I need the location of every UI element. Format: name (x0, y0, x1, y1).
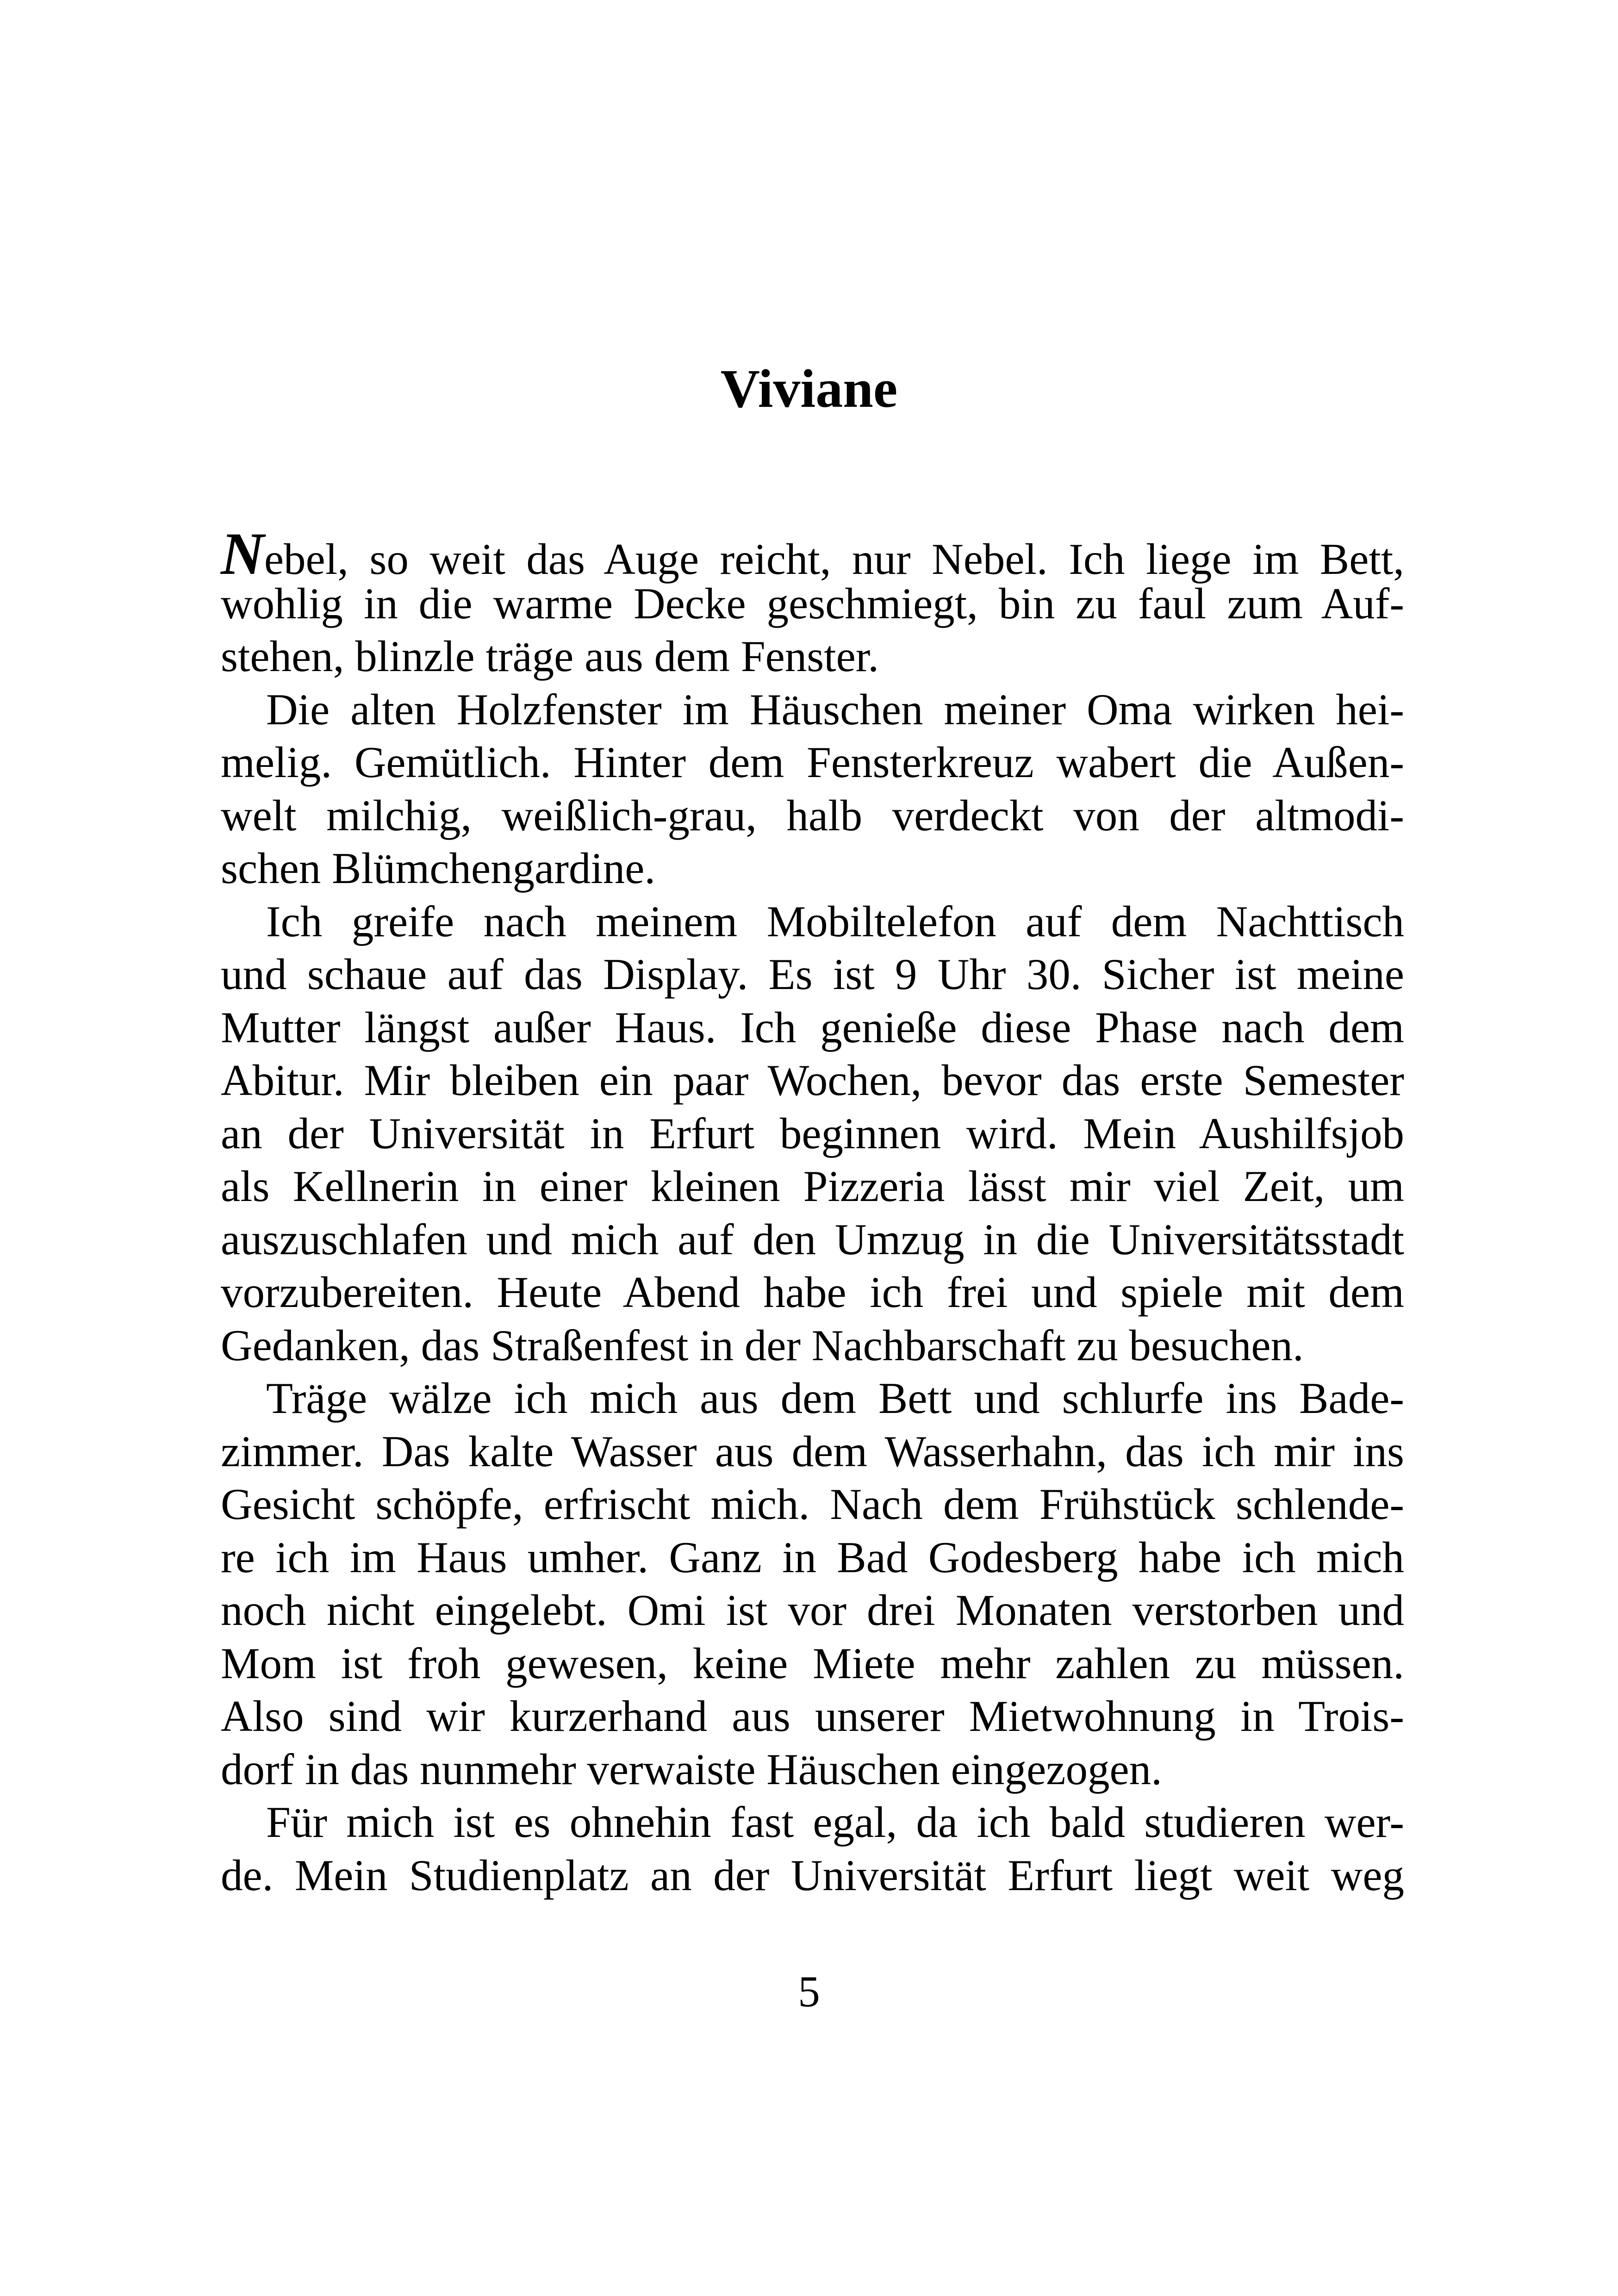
text-line (221, 895, 1404, 948)
text-line-content: Mom ist froh gewesen, keine Miete mehr zahlen zu müssen. (221, 1638, 1404, 1688)
text-line-content: Träge wälze ich mich aus dem Bett und schlurfe ins Bade- (266, 1374, 1404, 1423)
chapter-title: Viviane (720, 358, 898, 419)
text-line-content: Gesicht schöpfe, erfrischt mich. Nach dem Frühstück schlende- (221, 1480, 1404, 1529)
text-line-content: Mutter längst außer Haus. Ich genieße diese Phase nach dem (221, 1002, 1404, 1052)
text-line-content: an der Universität in Erfurt beginnen wird. Mein Aushilfsjob (221, 1108, 1404, 1158)
drop-initial: N (221, 521, 264, 587)
text-line-content: stehen, blinzle träge aus dem Fenster. (221, 632, 879, 681)
text-line (221, 948, 1404, 1001)
text-line-content: auszuschlafen und mich auf den Umzug in die Universitätsstadt (221, 1214, 1404, 1264)
text-line (221, 1160, 1404, 1213)
text-line (221, 842, 1404, 895)
paragraph (221, 683, 1404, 895)
text-line-content: Gedanken, das Straßenfest in der Nachbarschaft zu besuchen. (221, 1320, 1304, 1370)
paragraph (221, 1796, 1404, 1902)
text-line-content: re ich im Haus umher. Ganz in Bad Godesberg habe ich mich (221, 1532, 1404, 1582)
text-line-content: Abitur. Mir bleiben ein paar Wochen, bevor das erste Semester (221, 1056, 1404, 1105)
text-line (221, 1743, 1404, 1796)
text-line (221, 736, 1404, 789)
text-line (221, 1319, 1404, 1372)
text-line (221, 1054, 1404, 1107)
text-line-content: als Kellnerin in einer kleinen Pizzeria lässt mir viel Zeit, um (221, 1162, 1404, 1211)
text-line (221, 789, 1404, 842)
text-line-content: dorf in das nunmehr verwaiste Häuschen eingezogen. (221, 1744, 1162, 1794)
text-line (221, 1478, 1404, 1531)
paragraph (221, 1372, 1404, 1796)
page-number: 5 (798, 1967, 820, 2016)
text-line (221, 1584, 1404, 1637)
text-line-content: Ich greife nach meinem Mobiltelefon auf dem Nachttisch (266, 896, 1404, 946)
text-line-content: noch nicht eingelebt. Omi ist vor drei Monaten verstorben und (221, 1586, 1404, 1635)
text-line (221, 1107, 1404, 1160)
text-line-content: melig. Gemütlich. Hinter dem Fensterkreuz wabert die Außen- (221, 738, 1404, 787)
text-line (221, 1637, 1404, 1690)
text-line (221, 521, 1404, 587)
text-line-content: welt milchig, weißlich-grau, halb verdeckt von der altmodi- (221, 790, 1404, 840)
text-line-content: schen Blümchengardine. (221, 844, 656, 893)
text-line-content: Die alten Holzfenster im Häuschen meiner Oma wirken hei- (266, 684, 1404, 734)
text-line (221, 577, 1404, 630)
paragraph (221, 895, 1404, 1372)
text-line (221, 1266, 1404, 1319)
text-line-content: de. Mein Studienplatz an der Universität Erfurt liegt weit weg (221, 1850, 1404, 1900)
text-line (221, 1425, 1404, 1478)
text-line (221, 630, 1404, 683)
text-line-content: und schaue auf das Display. Es ist 9 Uhr 30. Sicher ist meine (221, 950, 1404, 999)
text-line-content: ebel, so weit das Auge reicht, nur Nebel. Ich liege im Bett, (264, 535, 1404, 584)
text-line (221, 1531, 1404, 1584)
text-line (221, 683, 1404, 736)
text-line-content: vorzubereiten. Heute Abend habe ich frei und spiele mit dem (221, 1268, 1404, 1317)
text-line (221, 1796, 1404, 1849)
text-line (221, 1690, 1404, 1743)
text-line-content: Also sind wir kurzerhand aus unserer Mietwohnung in Trois- (221, 1692, 1404, 1741)
body-text (221, 521, 1404, 1902)
text-line (221, 1372, 1404, 1425)
paragraph (221, 521, 1404, 683)
text-line-content: Für mich ist es ohnehin fast egal, da ich bald studieren wer- (266, 1798, 1404, 1847)
text-line (221, 1849, 1404, 1902)
text-line (221, 1213, 1404, 1266)
text-line (221, 1001, 1404, 1054)
text-line-content: wohlig in die warme Decke geschmiegt, bin zu faul zum Auf- (221, 579, 1404, 628)
text-line-content: zimmer. Das kalte Wasser aus dem Wasserhahn, das ich mir ins (221, 1426, 1404, 1476)
